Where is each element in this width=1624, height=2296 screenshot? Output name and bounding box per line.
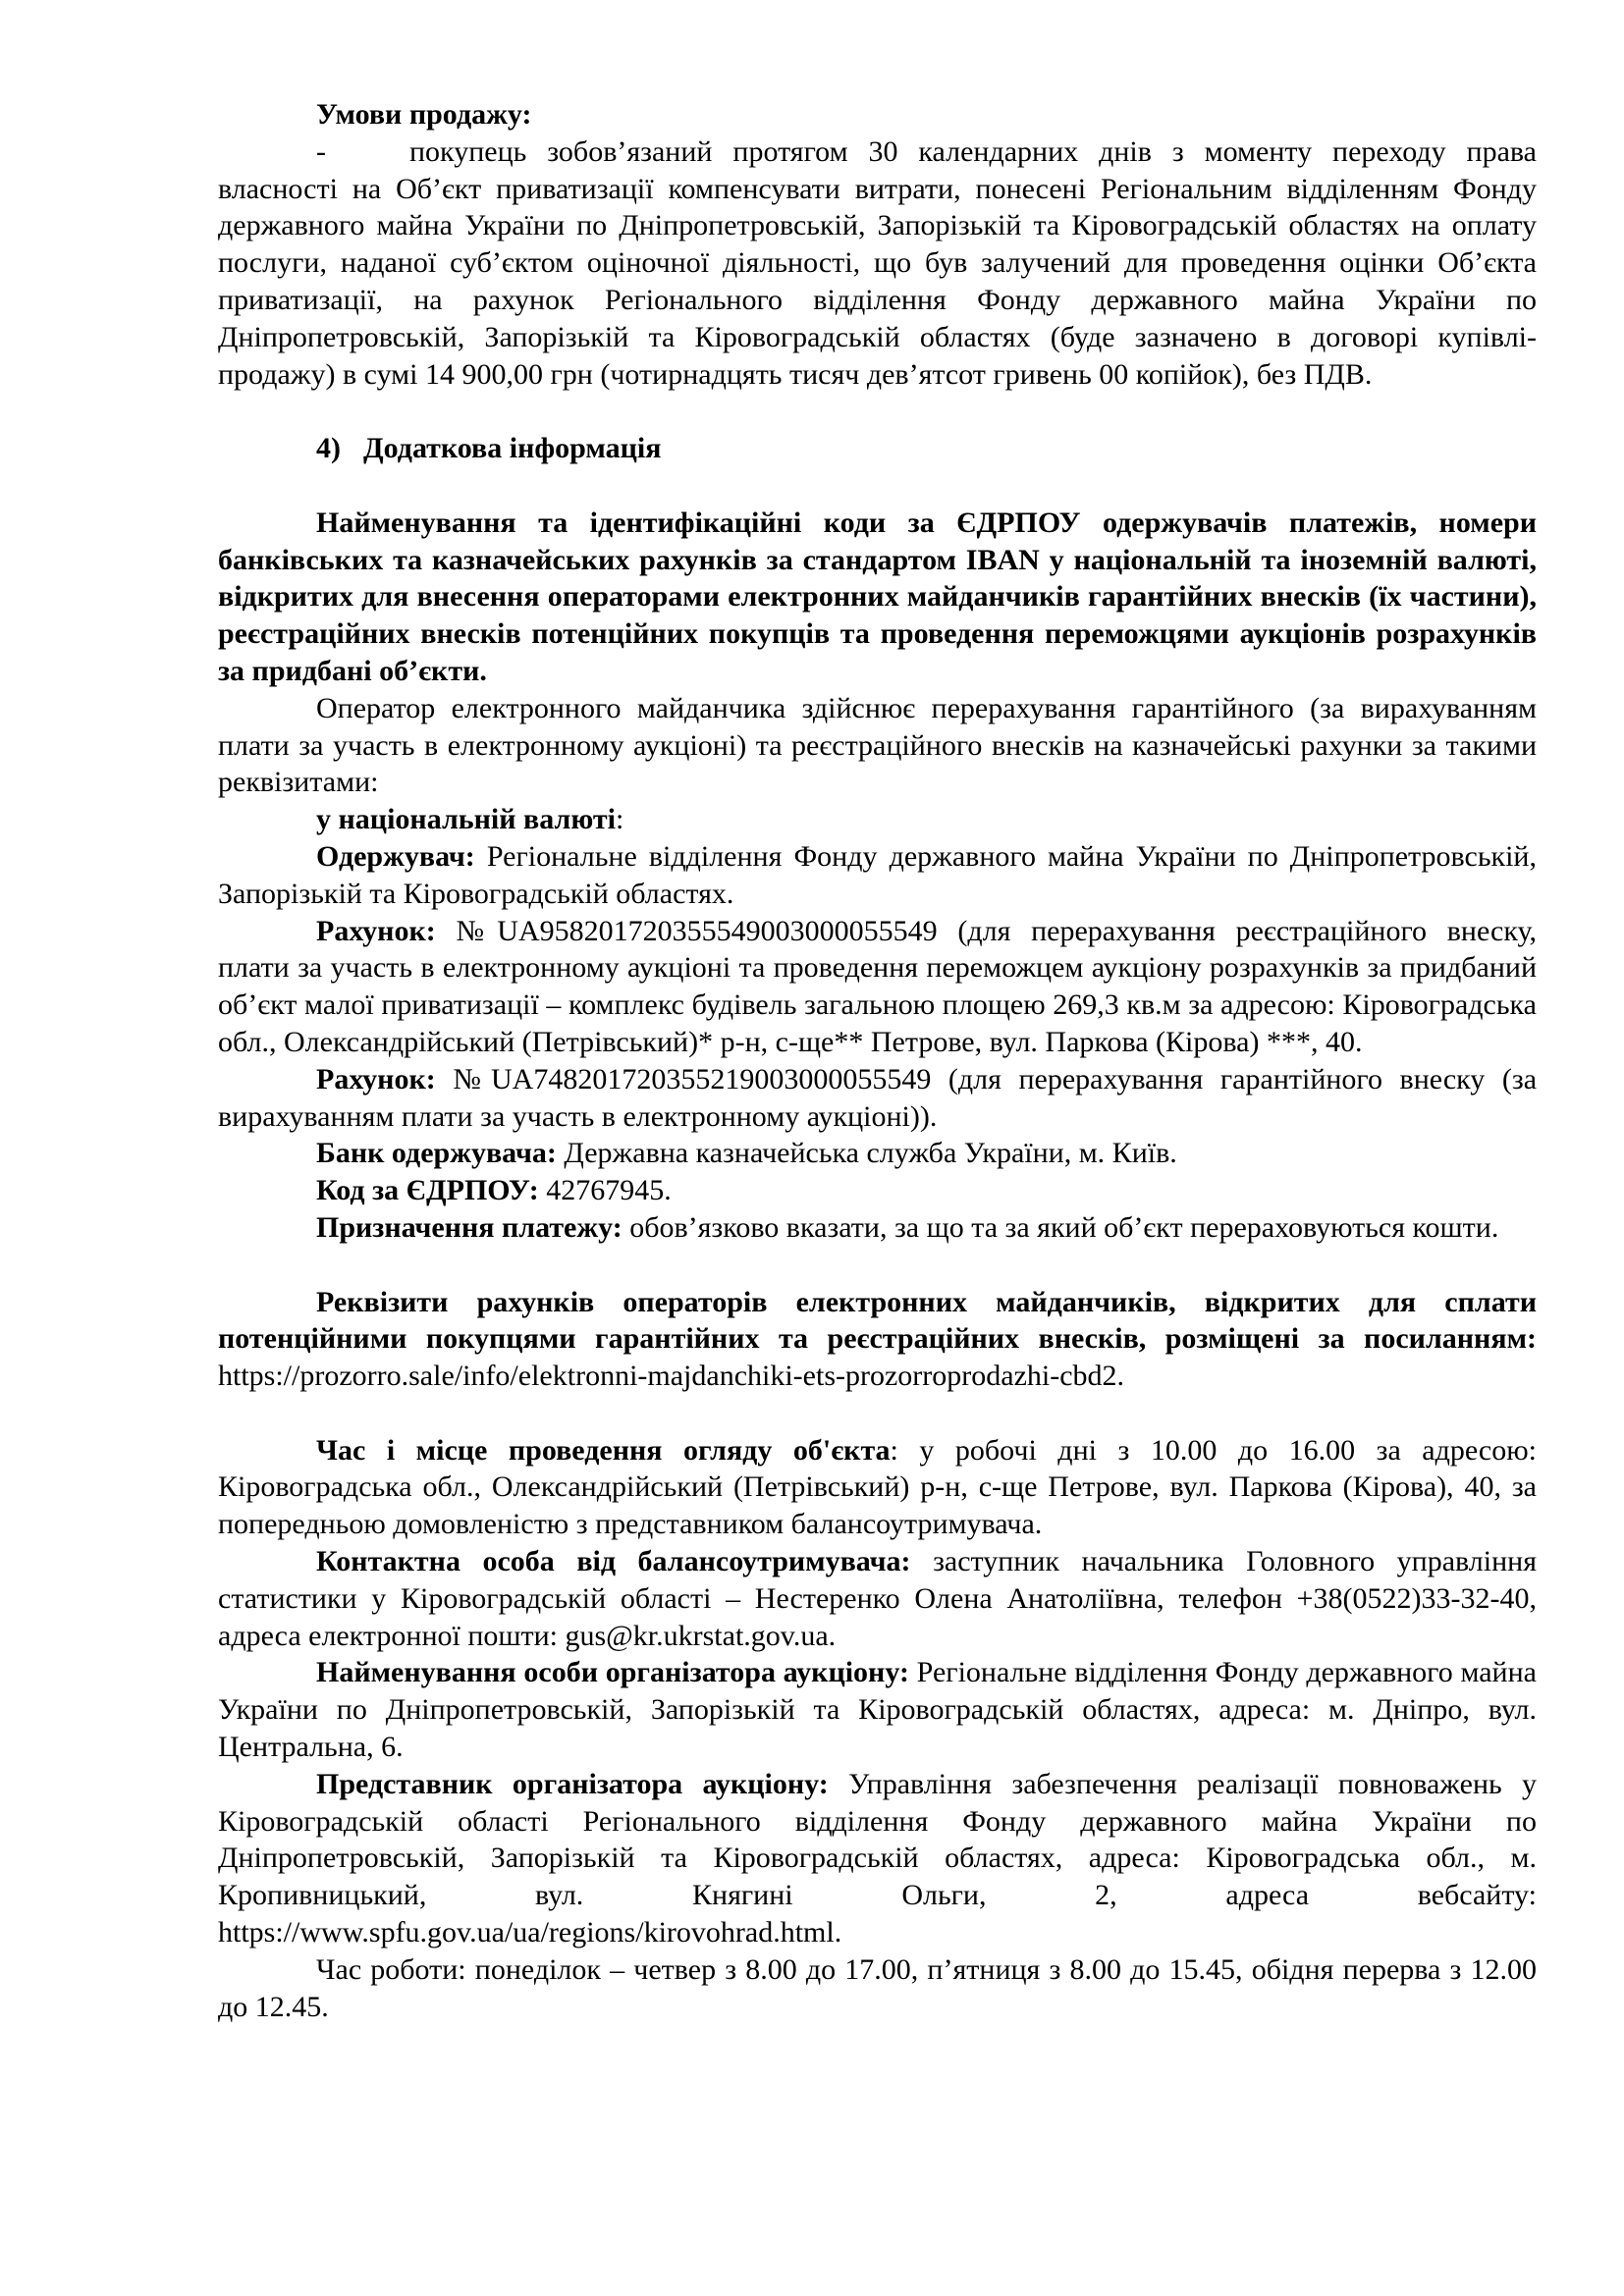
- blank-line: [218, 393, 1537, 430]
- section-number: 4): [316, 432, 341, 465]
- account-2-label: Рахунок:: [316, 1062, 436, 1095]
- organizer-label: Найменування особи організатора аукціону:: [316, 1656, 909, 1689]
- bank-value: Державна казначейська служба України, м. Київ.: [564, 1137, 1177, 1170]
- blank-line: [218, 467, 1537, 505]
- edrpou-value: 42767945.: [546, 1174, 672, 1207]
- national-currency-line: [218, 801, 1537, 838]
- document-page: [218, 96, 1537, 2025]
- account-2-line: [218, 1061, 1537, 1136]
- section-title: Додаткова інформація: [363, 432, 662, 465]
- spfu-website-link[interactable]: https://www.spfu.gov.ua/ua/regions/kirovohrad.html: [218, 1916, 835, 1949]
- recipient-label: Одержувач:: [316, 839, 475, 873]
- inspection-value: : у робочі дні з 10.00 до 16.00 за адресою: Кіровоградська обл., Олександрійський (Петрівський) р-н, с-ще Петрове, вул. Паркова (Кірова), 40, за попередньою домовленістю з представником балансоутримувача.: [218, 1433, 1537, 1541]
- section-4-heading: [218, 430, 1537, 467]
- contact-email-link[interactable]: gus@kr.ukrstat.gov.ua: [565, 1619, 829, 1652]
- inspection-label: Час і місце проведення огляду об'єкта: [316, 1433, 891, 1467]
- account-2-description: (для перерахування гарантійного внеску (за вирахуванням плати за участь в електронному аукціоні)).: [218, 1062, 1538, 1133]
- dash-bullet-icon: -: [316, 134, 326, 168]
- blank-line: [218, 1247, 1537, 1284]
- operators-accounts-line: [218, 1284, 1537, 1395]
- payment-purpose-line: [218, 1209, 1537, 1247]
- requisites-intro: Найменування та ідентифікаційні коди за ЄДРПОУ одержувачів платежів, номери банківських та казначейських рахунків за стандартом IBAN у національній та іноземній валюті, відкритих для внесення операторами електронних майданчиків гарантійних внесків (їх частини), реєстраційних внесків потенційних покупців та проведення переможцями аукціонів розрахунків за придбані об’єкти.: [218, 506, 1537, 687]
- contact-line: [218, 1543, 1537, 1654]
- national-currency-suffix: :: [615, 803, 624, 836]
- bank-line: [218, 1135, 1537, 1172]
- operator-text: Оператор електронного майданчика здійснює перерахування гарантійного (за вирахуванням плати за участь в електронному аукціоні) та реєстраційного внесків на казначейські рахунки за такими реквізитами:: [218, 691, 1537, 799]
- account-1-line: [218, 913, 1537, 1061]
- sale-conditions-heading-text: Умови продажу:: [316, 98, 532, 131]
- organizer-rep-line: [218, 1766, 1537, 1951]
- account-1-iban: №UA958201720355549003000055549: [456, 914, 938, 947]
- payment-purpose-label: Призначення платежу:: [316, 1210, 623, 1244]
- organizer-rep-suffix: .: [834, 1916, 842, 1949]
- sale-condition-text: покупець зобов’язаний протягом 30 календарних днів з моменту переходу права власності на Об’єкт приватизації компенсувати витрати, понесені Регіональним відділенням Фонду державного майна України по Дніпропетровській, Запорізькій та Кіровоградській областях на оплату послуги, наданої суб’єктом оціночної діяльності, що був залучений для проведення оцінки Об’єкта приватизації, на рахунок Регіонального відділення Фонду державного майна України по Дніпропетровській, Запорізькій та Кіровоградській областях (буде зазначено в договорі купівлі-продажу) в сумі 14 900,00 грн (чотирнадцять тисяч дев’ятсот гривень 00 копійок), без ПДВ.: [218, 134, 1537, 391]
- account-1-description: (для перерахування реєстраційного внеску, плати за участь в електронному аукціоні та проведення переможцем аукціону розрахунків за придбаний об’єкт малої приватизації – комплекс будівель загальною площею 269,3 кв.м за адресою: Кіровоградська обл., Олександрійський (Петрівський)* р-н, с-ще** Петрове, вул. Паркова (Кірова) ***, 40.: [218, 914, 1537, 1058]
- account-1-label: Рахунок:: [316, 914, 436, 947]
- edrpou-line: [218, 1172, 1537, 1209]
- operators-accounts-suffix: .: [1116, 1360, 1125, 1393]
- sale-condition-item: [218, 133, 1537, 394]
- account-2-iban: №UA748201720355219003000055549: [453, 1062, 932, 1095]
- organizer-value: Регіональне відділення Фонду державного майна України по Дніпропетровській, Запорізькій та Кіровоградській областях, адреса: м. Дніпро, вул. Центральна, 6.: [218, 1656, 1537, 1764]
- blank-line: [218, 1395, 1537, 1432]
- inspection-line: [218, 1432, 1537, 1543]
- bank-label: Банк одержувача:: [316, 1137, 557, 1170]
- sale-conditions-heading: [218, 96, 1537, 133]
- edrpou-label: Код за ЄДРПОУ:: [316, 1174, 539, 1207]
- contact-suffix: .: [828, 1619, 837, 1652]
- national-currency-label: у національній валюті: [316, 803, 616, 836]
- recipient-value: Регіональне відділення Фонду державного майна України по Дніпропетровській, Запорізькій та Кіровоградській областях.: [218, 839, 1537, 910]
- working-hours-line: Час роботи: понеділок – четвер з 8.00 до 17.00, п’ятниця з 8.00 до 15.45, обідня перерва з 12.00 до 12.45.: [218, 1952, 1537, 2023]
- recipient-line: [218, 838, 1537, 913]
- contact-label: Контактна особа від балансоутримувача:: [316, 1545, 911, 1578]
- operators-accounts-label: Реквізити рахунків операторів електронних майданчиків, відкритих для сплати потенційними покупцями гарантійних та реєстраційних внесків, розміщені за посиланням:: [218, 1285, 1537, 1356]
- payment-purpose-value: обов’язково вказати, за що та за який об’єкт перераховуються кошти.: [629, 1210, 1499, 1244]
- organizer-line: [218, 1654, 1537, 1765]
- contact-value: заступник начальника Головного управління статистики у Кіровоградській області – Нестеренко Олена Анатоліївна, телефон +38(0522)33-32-40, адреса електронної пошти:: [218, 1545, 1538, 1652]
- prozorro-link[interactable]: https://prozorro.sale/info/elektronni-majdanchiki-ets-prozorroprodazhi-cbd2: [218, 1360, 1117, 1393]
- organizer-rep-label: Представник організатора аукціону:: [316, 1767, 829, 1800]
- organizer-rep-value: Управління забезпечення реалізації повноважень у Кіровоградській області Регіонального відділення Фонду державного майна України по Дніпропетровській, Запорізькій та Кіровоградській областях, адреса: Кіровоградська обл., м. Кропивницький, вул. Княгині Ольги, 2, адреса вебсайту:: [218, 1767, 1537, 1912]
